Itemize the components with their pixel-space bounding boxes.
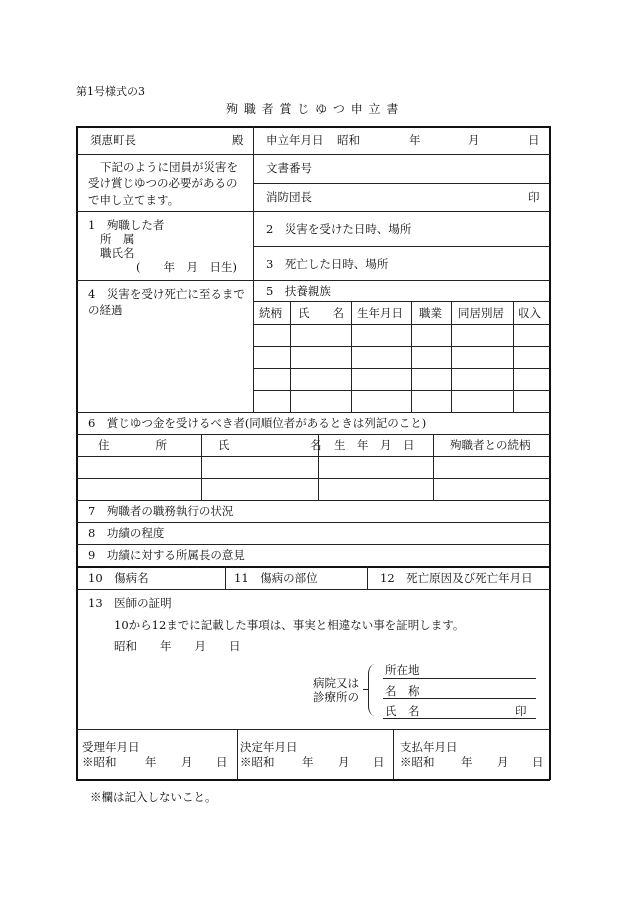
dependents-header-relation: 続柄 <box>259 306 282 320</box>
brace <box>368 664 377 716</box>
honorific: 殿 <box>232 133 244 147</box>
facility-name-line <box>383 698 536 699</box>
section-6: 6 賞じゆつ金を受けるべき者(同順位者があるときは列記のこと) <box>88 416 427 430</box>
paid-year: 年 <box>461 755 473 769</box>
facility-address-line <box>383 678 536 679</box>
addressee: 須恵町長 <box>90 133 136 147</box>
statement-text: 下記のように団員が災害を受け賞じゆつの必要があるので申し立てます。 <box>88 160 238 207</box>
facility-name-label: 名 称 <box>385 684 420 698</box>
chief-label: 消防団長 <box>266 190 312 204</box>
received-label: 受理年月日 <box>82 740 140 754</box>
application-era: 昭和 <box>337 133 360 147</box>
section-1-affiliation: 所 属 <box>100 232 135 246</box>
section-1-title: 1 殉職した者 <box>88 218 165 232</box>
footer-note: ※欄は記入しないこと。 <box>90 790 217 804</box>
paid-month: 月 <box>497 755 509 769</box>
section-11: 11 傷病の部位 <box>234 571 318 585</box>
paid-day: 日 <box>532 755 544 769</box>
decided-month: 月 <box>338 755 350 769</box>
received-era: ※昭和 <box>82 755 117 769</box>
section-12: 12 死亡原因及び死亡年月日 <box>380 571 533 585</box>
application-date-label: 申立年月日 <box>266 133 324 147</box>
facility-label-1: 病院又は <box>313 676 359 690</box>
received-day: 日 <box>216 755 228 769</box>
received-year: 年 <box>145 755 157 769</box>
doctor-name-label: 氏 名 <box>385 704 420 718</box>
dependents-header-birth: 生年月日 <box>357 306 403 320</box>
section-10: 10 傷病名 <box>88 571 149 585</box>
application-year: 年 <box>409 133 421 147</box>
dependents-header-income: 収入 <box>518 306 541 320</box>
recipients-header-relation: 殉職者との続柄 <box>450 438 531 452</box>
chief-seal: 印 <box>528 190 540 204</box>
section-2: 2 災害を受けた日時、場所 <box>266 222 412 236</box>
section-8: 8 功績の程度 <box>88 526 165 540</box>
section-4: 4 災害を受け死亡に至るまでの経過 <box>88 287 245 318</box>
decided-day: 日 <box>373 755 385 769</box>
paid-label: 支払年月日 <box>400 740 458 754</box>
application-day: 日 <box>528 133 540 147</box>
received-month: 月 <box>181 755 193 769</box>
facility-address-label: 所在地 <box>385 663 420 677</box>
decided-era: ※昭和 <box>240 755 275 769</box>
section-9: 9 功績に対する所属長の意見 <box>88 548 245 562</box>
form-title: 殉 職 者 賞 じ ゆ つ 申 立 書 <box>226 102 400 116</box>
decided-year: 年 <box>302 755 314 769</box>
recipients-header-address: 住 所 <box>98 438 167 452</box>
doctor-statement: 10から12までに記載した事項は、事実と相違ない事を証明します。 <box>114 618 465 632</box>
dependents-header-job: 職業 <box>419 306 442 320</box>
section-1-birth: ( 年 月 日生) <box>136 260 237 274</box>
section-3: 3 死亡した日時、場所 <box>266 257 389 271</box>
doctor-seal: 印 <box>515 704 527 718</box>
brace-tip <box>363 689 369 690</box>
section-5: 5 扶養親族 <box>266 284 331 298</box>
dependents-header-cohabit: 同居別居 <box>458 306 504 320</box>
application-month: 月 <box>468 133 480 147</box>
doctor-date: 昭和 年 月 日 <box>114 639 241 653</box>
dependents-header-name: 氏 名 <box>298 306 344 320</box>
recipients-header-name: 氏 名 <box>218 438 322 452</box>
facility-label-2: 診療所の <box>313 690 359 704</box>
section-13: 13 医師の証明 <box>88 596 172 610</box>
section-7: 7 殉職者の職務執行の状況 <box>88 504 234 518</box>
form-number: 第1号様式の3 <box>76 85 145 98</box>
doctor-name-line <box>383 718 536 719</box>
decided-label: 決定年月日 <box>240 740 298 754</box>
doc-number-label: 文書番号 <box>266 161 312 175</box>
section-1-name: 職氏名 <box>100 246 135 260</box>
paid-era: ※昭和 <box>400 755 435 769</box>
recipients-header-birth: 生 年 月 日 <box>334 438 415 452</box>
